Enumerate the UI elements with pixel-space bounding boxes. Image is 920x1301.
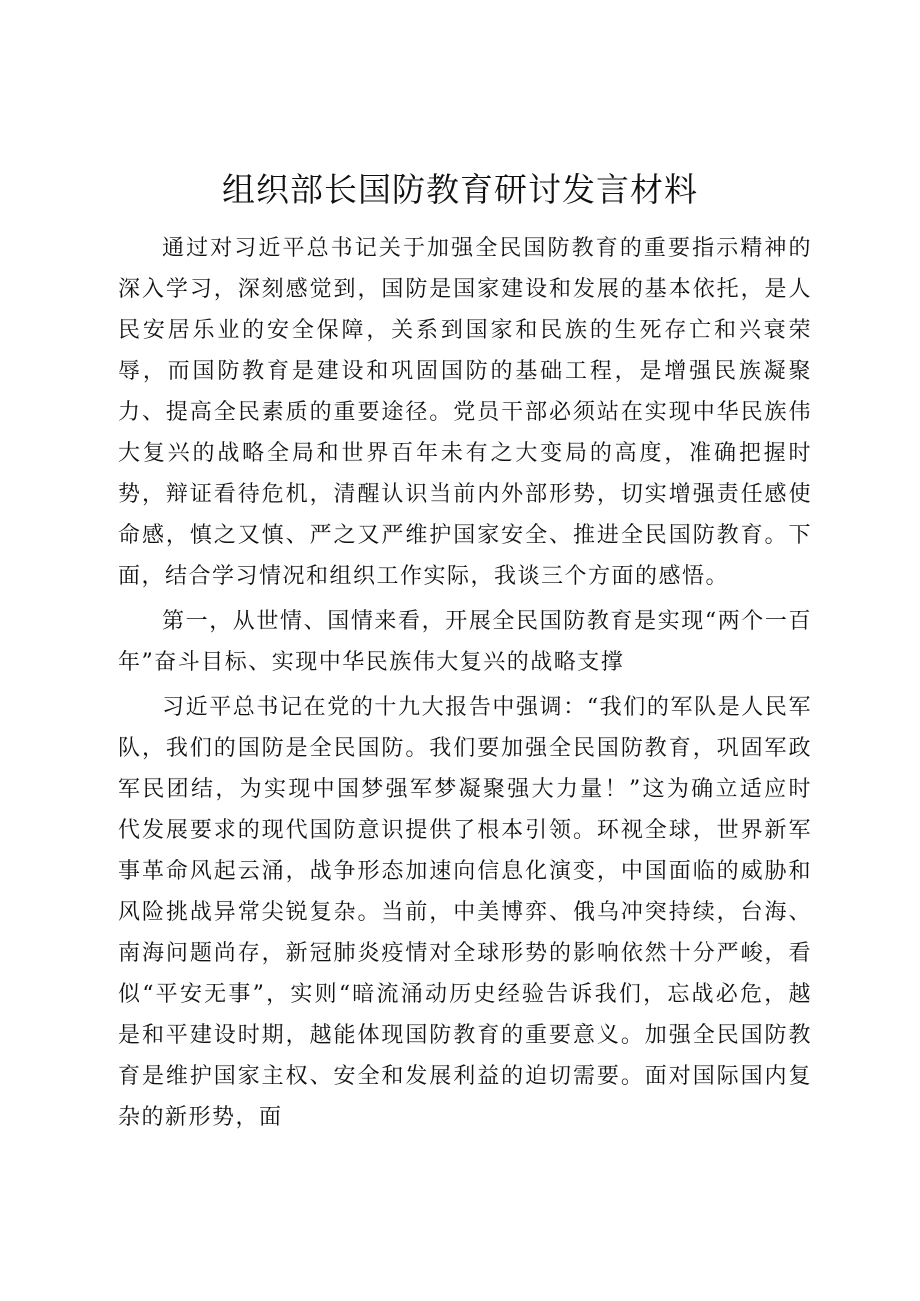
paragraph-body: 习近平总书记在党的十九大报告中强调：“我们的军队是人民军队，我们的国防是全民国防。我们要加强全民国防教育，巩固军政军民团结，为实现中国梦强军梦凝聚强大力量！”这为确立适应时代发展要求的现代国防意识提供了根本引领。环视全球，世界新军事革命风起云涌，战争形态加速向信息化演变，中国面临的威胁和风险挑战异常尖锐复杂。当前，中美博弈、俄乌冲突持续，台海、南海问题尚存，新冠肺炎疫情对全球形势的影响依然十分严峻，看似“平安无事”，实则“暗流涌动历史经验告诉我们，忘战必危，越是和平建设时期，越能体现国防教育的重要意义。加强全民国防教育是维护国家主权、安全和发展利益的迫切需要。面对国际国内复杂的新形势，面 [118,695,812,1130]
document-title: 组织部长国防教育研讨发言材料 [222,170,698,209]
document-body [118,228,812,1138]
paragraph-intro: 通过对习近平总书记关于加强全民国防教育的重要指示精神的深入学习，深刻感觉到，国防是国家建设和发展的基本依托，是人民安居乐业的安全保障，关系到国家和民族的生死存亡和兴衰荣辱，而国防教育是建设和巩固国防的基础工程，是增强民族凝聚力、提高全民素质的重要途径。党员干部必须站在实现中华民族伟大复兴的战略全局和世界百年未有之大变局的高度，准确把握时势，辩证看待危机，清醒认识当前内外部形势，切实增强责任感使命感，慎之又慎、严之又严维护国家安全、推进全民国防教育。下面，结合学习情况和组织工作实际，我谈三个方面的感悟。 [118,236,812,589]
paragraph-section-heading: 第一，从世情、国情来看，开展全民国防教育是实现“两个一百年”奋斗目标、实现中华民族伟大复兴的战略支撑 [118,609,812,675]
